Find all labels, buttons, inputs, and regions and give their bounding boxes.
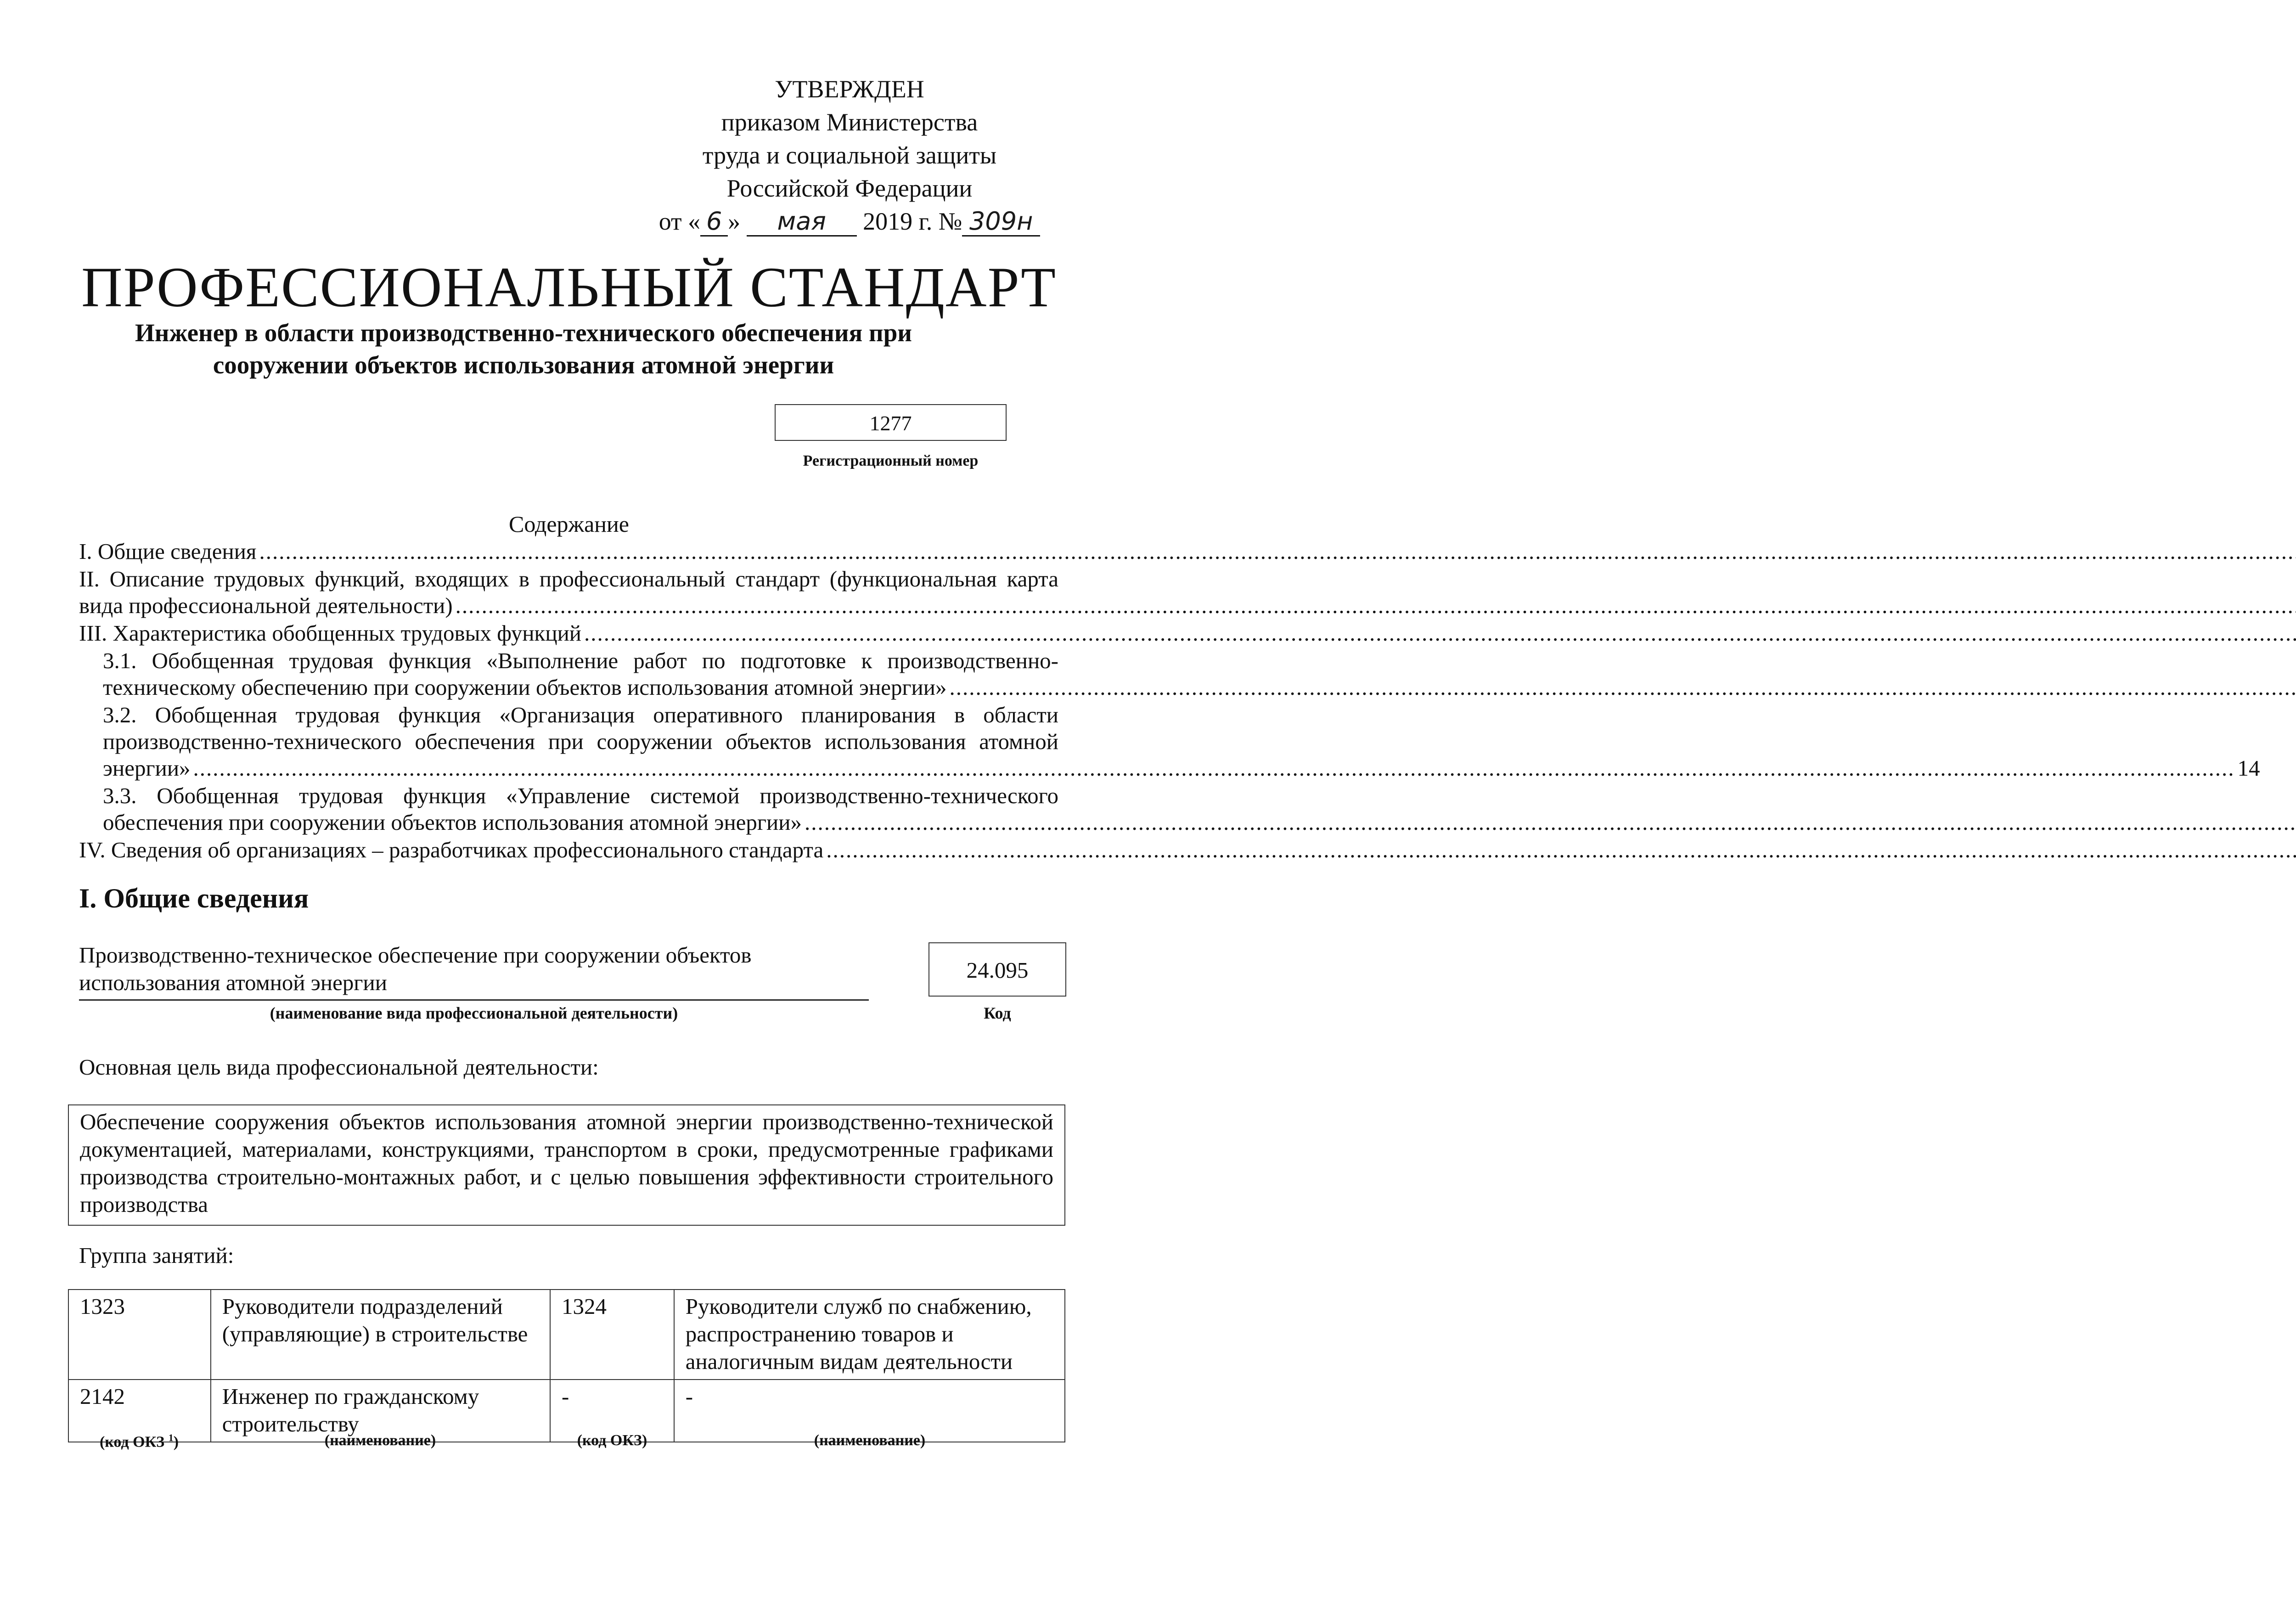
approval-status: УТВЕРЖДЕН — [775, 75, 924, 103]
occupation-name: Руководители служб по снабжению, распространению товаров и аналогичным видам деятельности — [674, 1290, 1065, 1380]
goal-text: Обеспечение сооружения объектов использования атомной энергии производственно-технической документацией, материалами, конструкциями, транспортом в сроки, предусмотренные графиками производства строительно-монтажных работ, и с целью повышения эффективности строительного производства — [68, 1104, 1065, 1226]
activity-caption: (наименование вида профессиональной деятельности) — [270, 1004, 678, 1022]
order-number: 309н — [962, 208, 1040, 237]
occupation-name: - — [674, 1380, 1065, 1442]
approval-block — [597, 73, 1102, 238]
registration-caption: Регистрационный номер — [803, 452, 979, 469]
date-day: 6 — [700, 208, 728, 237]
caption-okz-code: (код ОКЗ $^1$) — [99, 1432, 179, 1451]
toc-title: Содержание — [509, 511, 629, 537]
date-prefix: от « — [658, 208, 701, 235]
toc-item-text-start: 3.1. Обобщенная трудовая функция «Выполнение работ по подготовке к производственно- — [103, 648, 1058, 673]
toc-item[interactable] — [79, 648, 1058, 701]
toc-item-text: IV. Сведения об организациях – разработчиках профессионального стандарта — [79, 837, 824, 862]
occupation-group-label: Группа занятий: — [79, 1243, 234, 1268]
document-title: ПРОФЕССИОНАЛЬНЫЙ СТАНДАРТ — [81, 256, 1057, 319]
toc-item[interactable] — [79, 702, 2260, 782]
toc-item[interactable] — [79, 538, 1058, 565]
toc-item[interactable] — [79, 620, 1058, 647]
document-subtitle: Инженер в области производственно-технического обеспечения при сооружении объектов использования атомной энергии — [135, 319, 912, 379]
occupation-table — [68, 1289, 1065, 1442]
okz-code: 1323 — [68, 1290, 211, 1380]
date-mid: » — [728, 208, 741, 235]
occupation-name: Инженер по гражданскому строительству — [211, 1380, 550, 1442]
approval-line-2: труда и социальной защиты — [702, 141, 997, 169]
caption-okz-code-2: (код ОКЗ) — [577, 1432, 647, 1449]
activity-code: 24.095 — [929, 942, 1066, 997]
toc-item-text-start: II. Описание трудовых функций, входящих в профессиональный стандарт (функциональная карта — [79, 566, 1058, 591]
date-month: мая — [747, 208, 857, 237]
caption-name: (наименование) — [324, 1432, 436, 1449]
toc-item-text: техническому обеспечению при сооружении объектов использования атомной энергии» — [103, 675, 947, 700]
code-caption: Код — [984, 1004, 1011, 1022]
activity-name: Производственно-техническое обеспечение при сооружении объектов использования атомной энергии — [79, 941, 869, 1001]
occupation-name: Руководители подразделений (управляющие) в строительстве — [211, 1290, 550, 1380]
section-heading: I. Общие сведения — [79, 883, 309, 913]
approval-line-3: Российской Федерации — [726, 175, 973, 202]
okz-code: 1324 — [550, 1290, 674, 1380]
footnote-mark[interactable]: 1 — [168, 1432, 174, 1443]
date-year: 2019 г. № — [863, 208, 962, 235]
okz-code: 2142 — [68, 1380, 211, 1442]
table-row — [68, 1290, 1065, 1380]
toc-item-text: вида профессиональной деятельности) — [79, 593, 453, 618]
toc-item-text-start: 3.3. Обобщенная трудовая функция «Управление системой производственно-технического — [103, 783, 1058, 808]
goal-label: Основная цель вида профессиональной деятельности: — [79, 1054, 599, 1080]
caption-name-2: (наименование) — [814, 1432, 926, 1449]
toc-item-text: энергии» — [103, 755, 191, 781]
toc-item-text: обеспечения при сооружении объектов использования атомной энергии» — [103, 810, 802, 835]
approval-line-1: приказом Министерства — [721, 108, 978, 136]
toc-item[interactable] — [79, 783, 1058, 836]
table-of-contents — [79, 538, 2260, 864]
toc-item-text: III. Характеристика обобщенных трудовых функций — [79, 620, 582, 646]
toc-item[interactable] — [79, 566, 1058, 619]
okz-code: - — [550, 1380, 674, 1442]
toc-item-text: I. Общие сведения — [79, 539, 257, 564]
toc-item-text-start: 3.2. Обобщенная трудовая функция «Организация оперативного планирования в области производственно-технического обеспечения при сооружении объектов использования атомной — [103, 702, 1058, 754]
registration-number: 1277 — [775, 404, 1007, 441]
toc-item-page: 14 — [2237, 755, 2260, 781]
approval-date-line — [597, 205, 1102, 238]
toc-item[interactable] — [79, 837, 1058, 863]
